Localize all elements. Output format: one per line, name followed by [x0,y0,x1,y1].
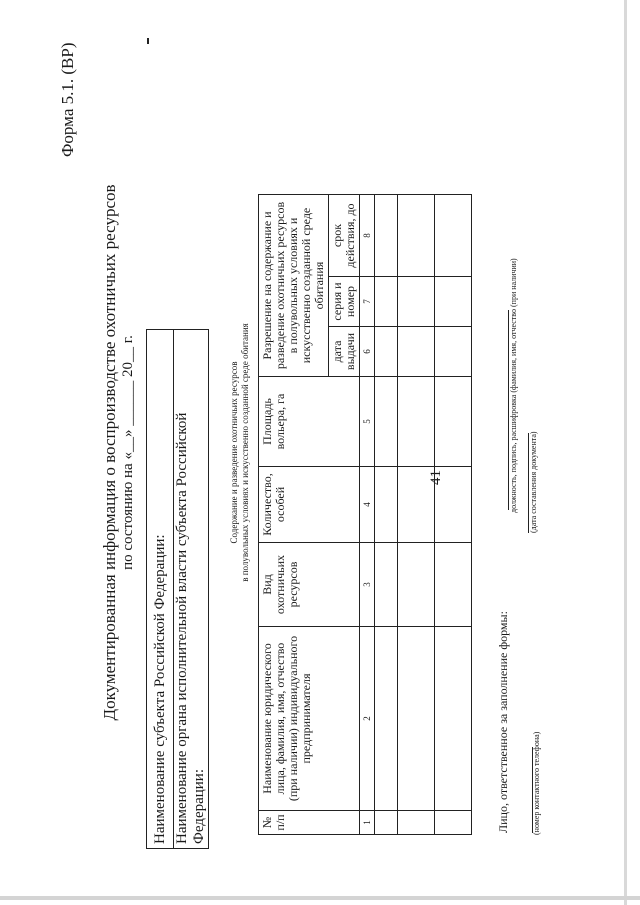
table-cell [398,195,435,277]
header-permit-group: Разрешение на содержание и разведение охотничьих ресурсов в полувольных условиях и искусственно созданной среде обитания [259,195,329,377]
table-cell [375,327,398,377]
signature-caption: должность, подпись, расшифровка (фамилия, имя, отчество (при наличии) [509,258,518,513]
responsible-person-label: Лицо, ответственное за заполнение формы: [496,611,510,833]
table-row [435,195,472,835]
header-issue-date: дата выдачи [329,327,360,377]
table-cell [398,543,435,627]
column-number: 4 [360,467,375,543]
document-title: Документированная информация о воспроизводстве охотничьих ресурсов [100,184,119,721]
registry-row-subject [147,330,174,849]
page-number: 41 [428,470,444,485]
header-row-top [259,195,329,835]
column-number: 2 [360,627,375,811]
section-caption-line2: в полувольных условиях и искусственно созданной среде обитания [240,323,250,582]
column-number-row [360,195,375,835]
section-caption-line1: Содержание и разведение охотничьих ресурсов [229,361,239,544]
header-species: Вид охотничьих ресурсов [259,543,360,627]
authority-label: Наименование органа исполнительной власти субъекта Российской Федерации: [174,330,209,849]
document-subtitle: по состоянию на «__» ______ 20__ г. [120,335,136,570]
header-quantity: Количество, особей [259,467,360,543]
table-cell [435,467,472,543]
table-cell [435,327,472,377]
table-cell [435,811,472,835]
table-cell [375,627,398,811]
table-cell [398,277,435,327]
header-number: № п/п [259,811,360,835]
table-cell [435,195,472,277]
table-cell [398,811,435,835]
table-cell [375,277,398,327]
table-cell [435,627,472,811]
table-cell [375,811,398,835]
breeding-table [258,194,472,835]
table-row [398,195,435,835]
column-number: 7 [360,277,375,327]
header-entity-name: Наименование юридического лица, фамилия, имя, отчество (при наличии) индивидуального предпринимателя [259,627,360,811]
table-cell [398,627,435,811]
subject-label: Наименование субъекта Российской Федерации: [147,330,174,849]
date-caption: (дата составления документа) [529,431,538,533]
registry-table [146,329,209,849]
column-number: 8 [360,195,375,277]
column-number: 5 [360,377,375,467]
form-code: Форма 5.1. (ВР) [58,42,77,157]
header-valid-until: срок действия, до [329,195,360,277]
table-cell [375,195,398,277]
table-cell [375,467,398,543]
table-cell [398,467,435,543]
table-cell [375,543,398,627]
header-enclosure-area: Площадь вольера, га [259,377,360,467]
table-cell [435,377,472,467]
table-cell [398,377,435,467]
table-cell [435,543,472,627]
table-row [375,195,398,835]
column-number: 6 [360,327,375,377]
table-cell [435,277,472,327]
phone-caption: (номер контактного телефона) [532,731,541,835]
registry-row-authority [174,330,209,849]
header-series-number: серия и номер [329,277,360,327]
table-cell [375,377,398,467]
column-number: 3 [360,543,375,627]
table-cell [398,327,435,377]
column-number: 1 [360,811,375,835]
